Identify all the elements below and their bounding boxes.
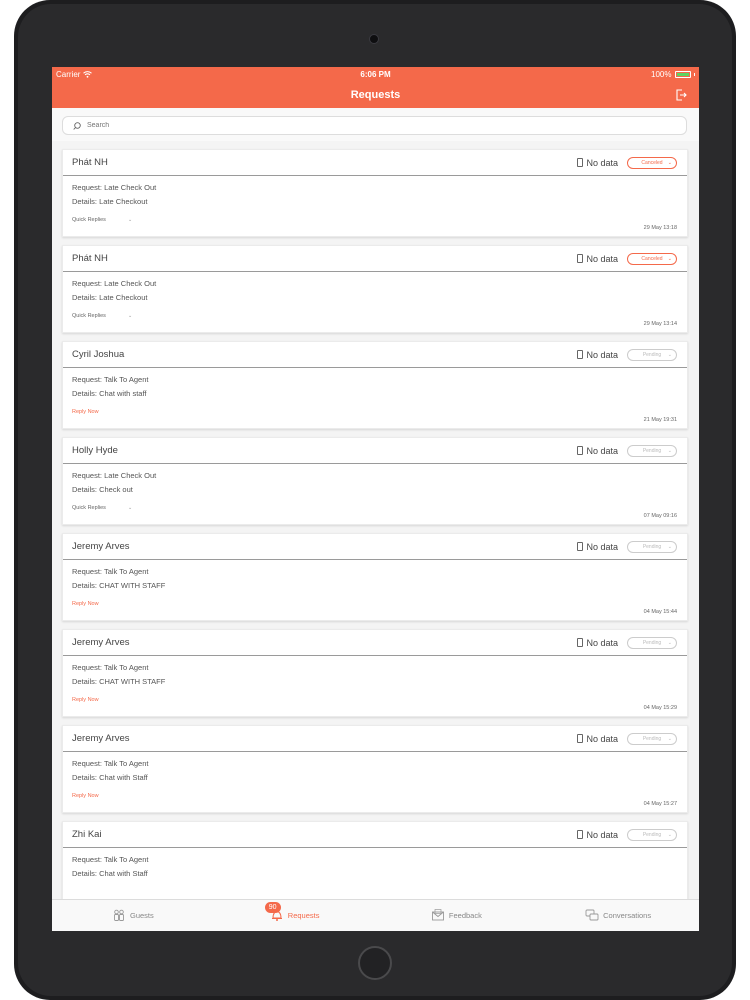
search-bar <box>52 108 699 141</box>
request-card[interactable] <box>62 533 688 621</box>
status-label: Pending <box>642 543 662 550</box>
status-dropdown[interactable] <box>627 733 677 745</box>
status-label: Canceled <box>641 255 663 262</box>
device-label: No data <box>586 349 618 360</box>
card-header <box>63 630 687 656</box>
guest-name: Cyril Joshua <box>72 349 125 360</box>
request-card[interactable] <box>62 437 688 525</box>
card-header <box>63 534 687 560</box>
status-dropdown[interactable] <box>627 829 677 841</box>
chevron-down-icon: ⌄ <box>667 831 672 838</box>
card-body <box>63 560 687 593</box>
chevron-down-icon: ⌄ <box>667 639 672 646</box>
chevron-down-icon: ⌄ <box>667 351 672 358</box>
device-info <box>577 829 677 841</box>
device-label: No data <box>586 157 618 168</box>
card-action-link[interactable]: Reply Now <box>72 793 99 799</box>
status-dropdown[interactable] <box>627 349 677 361</box>
card-action-link[interactable]: Reply Now <box>72 409 99 415</box>
card-header <box>63 822 687 848</box>
app-screen <box>52 67 699 931</box>
request-type: Request: Talk To Agent <box>72 375 149 384</box>
status-label: Canceled <box>641 159 663 166</box>
request-details: Details: Chat with Staff <box>72 869 148 878</box>
search-input[interactable] <box>87 122 639 129</box>
tab-label: Guests <box>129 911 154 920</box>
status-dropdown[interactable] <box>627 157 677 169</box>
device-label: No data <box>586 253 618 264</box>
notification-badge: 90 <box>265 902 281 913</box>
request-details: Details: CHAT WITH STAFF <box>72 677 166 686</box>
card-header <box>63 246 687 272</box>
guest-name: Zhi Kai <box>72 829 102 840</box>
card-footer <box>72 697 677 711</box>
status-dropdown[interactable] <box>627 541 677 553</box>
status-dropdown[interactable] <box>627 253 677 265</box>
status-label: Pending <box>642 831 662 838</box>
tab-requests[interactable] <box>214 900 376 931</box>
battery-icon <box>675 71 691 78</box>
timestamp: 29 May 13:14 <box>643 321 677 327</box>
status-label: Pending <box>642 639 662 646</box>
card-body <box>63 176 687 209</box>
card-header <box>63 150 687 176</box>
tab-conversations[interactable] <box>537 900 699 931</box>
request-type: Request: Late Check Out <box>72 279 157 288</box>
card-footer <box>72 409 677 423</box>
card-footer <box>72 313 677 327</box>
search-field[interactable] <box>62 116 687 135</box>
phone-icon <box>577 254 583 263</box>
request-type: Request: Late Check Out <box>72 183 157 192</box>
card-footer <box>72 601 677 615</box>
phone-icon <box>577 638 583 647</box>
tab-label: Feedback <box>448 911 482 920</box>
request-card[interactable] <box>62 245 688 333</box>
card-header <box>63 438 687 464</box>
guest-name: Phát NH <box>72 157 108 168</box>
timestamp: 07 May 09:16 <box>643 513 677 519</box>
card-body <box>63 752 687 785</box>
tab-label: Requests <box>287 911 320 920</box>
card-body <box>63 656 687 689</box>
guest-name: Holly Hyde <box>72 445 118 456</box>
request-type: Request: Talk To Agent <box>72 567 149 576</box>
tab-bar <box>52 899 699 931</box>
phone-icon <box>577 350 583 359</box>
card-action-link[interactable]: Quick Replies <box>72 217 106 223</box>
request-details: Details: Check out <box>72 485 133 494</box>
card-action-link[interactable]: Quick Replies <box>72 313 106 319</box>
timestamp: 04 May 15:27 <box>643 801 677 807</box>
device-info <box>577 637 677 649</box>
guest-name: Jeremy Arves <box>72 541 130 552</box>
chevron-down-icon: ⌄ <box>667 447 672 454</box>
phone-icon <box>577 542 583 551</box>
status-label: Pending <box>642 447 662 454</box>
search-icon <box>73 122 81 130</box>
device-info <box>577 733 677 745</box>
device-info <box>577 349 677 361</box>
camera-icon <box>369 34 379 44</box>
card-body <box>63 272 687 305</box>
envelope-icon <box>431 908 445 924</box>
phone-icon <box>577 446 583 455</box>
request-type: Request: Talk To Agent <box>72 663 149 672</box>
phone-icon <box>577 830 583 839</box>
chevron-down-icon: ⌄ <box>127 505 133 511</box>
timestamp: 04 May 15:29 <box>643 705 677 711</box>
chevron-down-icon: ⌄ <box>667 735 672 742</box>
request-card[interactable] <box>62 341 688 429</box>
device-label: No data <box>586 733 618 744</box>
request-details: Details: CHAT WITH STAFF <box>72 581 166 590</box>
device-label: No data <box>586 637 618 648</box>
request-details: Details: Late Checkout <box>72 293 148 302</box>
card-action-link[interactable]: Quick Replies <box>72 505 106 511</box>
chevron-down-icon: ⌄ <box>667 159 672 166</box>
tab-guests[interactable] <box>52 900 214 931</box>
request-details: Details: Chat with Staff <box>72 773 148 782</box>
status-label: Pending <box>642 351 662 358</box>
card-header <box>63 342 687 368</box>
request-list <box>52 149 699 909</box>
device-info <box>577 445 677 457</box>
chevron-down-icon: ⌄ <box>127 313 133 319</box>
chat-bubbles-icon <box>585 908 599 924</box>
card-body <box>63 848 687 881</box>
chevron-down-icon: ⌄ <box>667 543 672 550</box>
card-action-link[interactable]: Reply Now <box>72 601 99 607</box>
request-details: Details: Chat with staff <box>72 389 147 398</box>
request-type: Request: Talk To Agent <box>72 759 149 768</box>
timestamp: 04 May 15:44 <box>643 609 677 615</box>
device-info <box>577 157 677 169</box>
logout-icon[interactable] <box>675 89 687 101</box>
request-type: Request: Late Check Out <box>72 471 157 480</box>
request-type: Request: Talk To Agent <box>72 855 149 864</box>
timestamp: 29 May 13:18 <box>643 225 677 231</box>
request-card[interactable] <box>62 149 688 237</box>
page-title: Requests <box>350 89 401 101</box>
tab-feedback[interactable] <box>376 900 538 931</box>
device-info <box>577 253 677 265</box>
request-details: Details: Late Checkout <box>72 197 148 206</box>
chevron-down-icon: ⌄ <box>667 255 672 262</box>
request-card[interactable] <box>62 725 688 813</box>
clock: 6:06 PM <box>360 70 391 79</box>
card-footer <box>72 217 677 231</box>
card-body <box>63 464 687 497</box>
guest-name: Phát NH <box>72 253 108 264</box>
status-dropdown[interactable] <box>627 445 677 457</box>
tab-label: Conversations <box>603 911 652 920</box>
guests-icon <box>112 908 126 924</box>
carrier-label: Carrier <box>56 70 81 79</box>
navigation-bar <box>52 82 699 108</box>
home-button[interactable] <box>358 946 392 980</box>
device-label: No data <box>586 541 618 552</box>
card-action-link[interactable]: Reply Now <box>72 697 99 703</box>
phone-icon <box>577 734 583 743</box>
timestamp: 21 May 19:31 <box>643 417 677 423</box>
chevron-down-icon: ⌄ <box>127 217 133 223</box>
device-info <box>577 541 677 553</box>
battery-percent: 100% <box>651 70 672 79</box>
phone-icon <box>577 158 583 167</box>
card-footer <box>72 505 677 519</box>
device-label: No data <box>586 445 618 456</box>
request-card[interactable] <box>62 821 688 909</box>
status-bar <box>52 67 699 82</box>
guest-name: Jeremy Arves <box>72 733 130 744</box>
guest-name: Jeremy Arves <box>72 637 130 648</box>
card-body <box>63 368 687 401</box>
status-label: Pending <box>642 735 662 742</box>
status-dropdown[interactable] <box>627 637 677 649</box>
request-card[interactable] <box>62 629 688 717</box>
card-footer <box>72 793 677 807</box>
device-label: No data <box>586 829 618 840</box>
card-header <box>63 726 687 752</box>
